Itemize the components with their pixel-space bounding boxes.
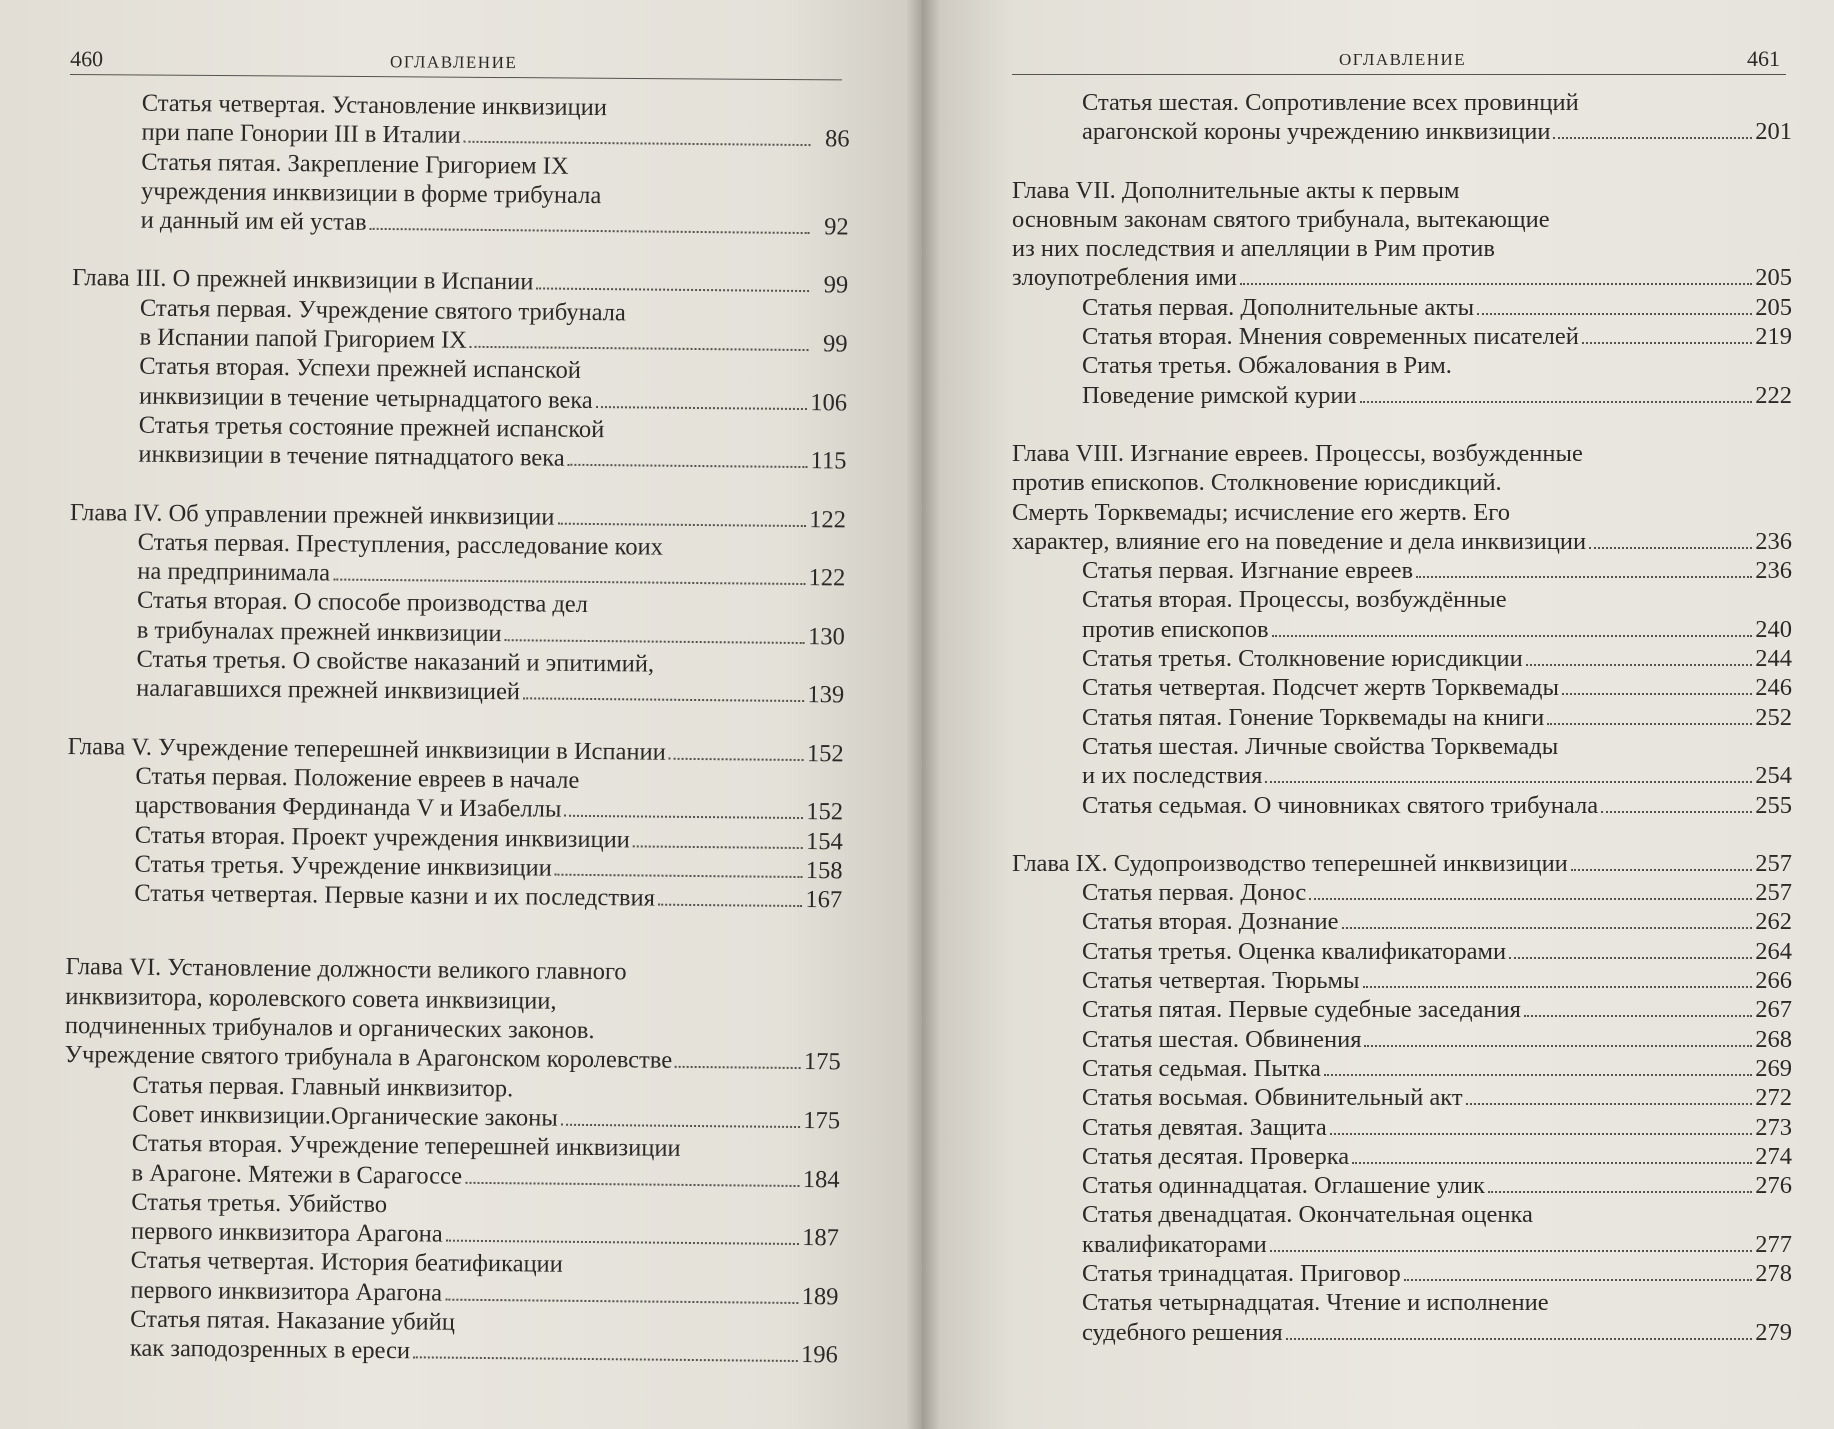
toc-line: Глава VII. Дополнительные акты к первым [1012,176,1460,204]
toc-page-number: 255 [1755,791,1792,819]
toc-entry: Статья одиннадцатая. Оглашение улик 276 [1082,1172,1792,1200]
toc-entry: в трибуналах прежней инквизиции 130 [136,616,845,651]
toc-entry: судебного решения 279 [1082,1318,1792,1346]
toc-page-number: 274 [1755,1142,1792,1170]
toc-entry: в Испании папой Григорием IX 99 [139,323,848,358]
toc-line: Статья четвертая. Установление инквизиции [141,89,608,122]
toc-page-number: 106 [810,388,848,417]
toc-line: Статья первая. Положение евреев в начале [135,762,580,794]
toc-entry: и данный им ей устав 92 [140,206,849,241]
toc-entry: Статья первая. Изгнание евреев 236 [1082,557,1792,585]
right-page-header [1012,40,1786,75]
toc-entry: Статья вторая. Проект учреждения инквизиции 154 [134,821,843,855]
toc-page-number: 152 [806,798,844,826]
toc-page-number: 278 [1755,1259,1792,1287]
toc-entry: первого инквизитора Арагона 189 [130,1276,839,1311]
toc-page-number: 268 [1755,1025,1792,1053]
toc-entry: царствования Фердинанда V и Изабеллы 152 [134,791,844,826]
toc-entry: инквизиции в течение пятнадцатого века 115 [138,440,847,475]
toc-line: Статья первая. Преступления, расследование коих [137,528,664,561]
right-page [922,0,1834,1429]
running-head: ОГЛАВЛЕНИЕ [1339,50,1467,69]
toc-line: Статья пятая. Закрепление Григорием IX [141,148,569,180]
toc-entry: Статья тринадцатая. Приговор 278 [1082,1259,1792,1287]
toc-page-number: 266 [1755,967,1792,995]
toc-entry: Статья седьмая. О чиновниках святого трибунала 255 [1082,791,1792,819]
toc-page-number: 130 [807,622,845,651]
toc-line: Глава VIII. Изгнание евреев. Процессы, возбужденные [1012,439,1583,467]
toc-line: Статья двенадцатая. Окончательная оценка [1082,1201,1533,1229]
toc-entry: Статья девятая. Защита 273 [1082,1113,1792,1141]
toc-entry: Статья третья. Учреждение инквизиции 158 [134,850,843,885]
toc-page-number: 175 [803,1106,841,1135]
toc-entry: на предпринимала 122 [137,557,846,592]
toc-left [62,88,850,1370]
toc-page-number: 276 [1755,1172,1792,1200]
toc-page-number: 122 [809,505,847,533]
toc-line: Статья третья. Обжалования в Рим. [1082,352,1452,380]
toc-line: Смерть Торквемады; исчисление его жертв. Его [1012,498,1510,526]
left-page-header [70,40,842,80]
toc-page-number: 167 [805,886,843,914]
running-head: ОГЛАВЛЕНИЕ [390,52,518,73]
toc-line: инквизитора, королевского совета инквизиции, [65,982,557,1015]
toc-chapter: Учреждение святого трибунала в Арагонском королевстве 175 [64,1041,841,1076]
toc-entry: Статья вторая. Дознание 262 [1082,908,1792,936]
toc-line: Статья первая. Учреждение святого трибунала [139,294,626,327]
toc-page-number: 257 [1755,849,1792,877]
toc-page-number: 222 [1755,381,1792,409]
toc-page-number: 154 [805,827,843,855]
toc-page-number: 273 [1755,1113,1792,1141]
toc-line: Статья вторая. Учреждение теперешней инквизиции [131,1129,681,1163]
toc-chapter: Глава V. Учреждение теперешней инквизиции в Испании 152 [67,732,844,768]
toc-page-number: 152 [806,739,844,768]
toc-page-number: 92 [824,213,849,241]
toc-entry: Статья первая. Дополнительные акты 205 [1082,293,1792,321]
toc-chapter: характер, влияние его на поведение и дела инквизиции 236 [1012,527,1792,555]
toc-page-number: 196 [800,1341,839,1369]
toc-entry: Статья четвертая. Первые казни и их последствия 167 [134,879,843,914]
toc-entry: Статья восьмая. Обвинительный акт 272 [1082,1084,1792,1112]
toc-line: против епископов. Столкновение юрисдикций. [1012,469,1502,497]
toc-page-number: 115 [810,447,847,475]
toc-chapter: Глава IV. Об управлении прежней инквизиции 122 [69,498,847,533]
toc-entry: Статья четвертая. Подсчет жертв Торквемады 246 [1082,674,1792,702]
toc-line: Статья вторая. Успехи прежней испанской [139,353,582,385]
toc-page-number: 184 [802,1165,840,1193]
toc-line: Статья третья. О свойстве наказаний и эпитимий, [136,645,655,678]
toc-entry: при папе Гонории III в Италии 86 [141,118,850,153]
toc-page-number: 277 [1755,1230,1792,1258]
toc-entry: Статья шестая. Обвинения 268 [1082,1025,1792,1053]
toc-entry: в Арагоне. Мятежи в Сарагоссе 184 [131,1159,840,1193]
toc-page-number: 252 [1755,703,1792,731]
toc-entry: налагавшихся прежней инквизицией 139 [136,674,845,709]
toc-line: Глава VI. Установление должности великого главного [65,953,627,986]
toc-entry: Поведение римской курии 222 [1082,381,1792,409]
toc-line: Статья шестая. Личные свойства Торквемады [1082,732,1559,760]
toc-page-number: 205 [1755,264,1792,292]
toc-line: Статья вторая. О способе производства дел [136,587,589,619]
toc-line: Статья третья. Убийство [131,1188,388,1218]
toc-line: Статья третья состояние прежней испанской [138,411,605,444]
toc-page-number: 272 [1755,1084,1792,1112]
toc-page-number: 158 [805,856,843,885]
toc-page-number: 262 [1755,908,1792,936]
toc-line: из них последствия и апелляции в Рим против [1012,235,1495,263]
toc-line: учреждения инквизиции в форме трибунала [140,177,602,209]
toc-entry: первого инквизитора Арагона 187 [130,1217,840,1252]
toc-page-number: 86 [824,125,850,153]
page-number: 460 [70,46,104,72]
toc-entry: Статья вторая. Мнения современных писателей 219 [1082,323,1792,351]
toc-entry: Статья четвертая. Тюрьмы 266 [1082,967,1792,995]
toc-line: Статья четырнадцатая. Чтение и исполнение [1082,1289,1549,1317]
toc-page-number: 99 [822,330,848,358]
toc-page-number: 236 [1755,557,1792,585]
toc-line: Статья шестая. Сопротивление всех провинций [1082,89,1579,116]
toc-chapter: злоупотребления ими 205 [1012,264,1792,292]
toc-line: Статья вторая. Процессы, возбуждённые [1082,586,1507,614]
toc-entry: Статья седьмая. Пытка 269 [1082,1054,1792,1082]
toc-line: подчиненных трибуналов и органических законов. [64,1011,595,1045]
toc-entry: квалификаторами 277 [1082,1230,1792,1258]
toc-entry: Статья первая. Донос 257 [1082,879,1792,907]
toc-page-number: 139 [807,681,845,709]
toc-entry: Статья десятая. Проверка 274 [1082,1142,1792,1170]
toc-page-number: 175 [803,1048,841,1076]
toc-page-number: 219 [1755,323,1792,351]
toc-page-number: 122 [808,564,846,592]
toc-entry: Совет инквизиции.Органические законы 175 [132,1100,841,1135]
toc-page-number: 257 [1755,879,1792,907]
toc-entry: как заподозренных в ереси 196 [129,1334,839,1369]
toc-chapter: Глава IX. Судопроизводство теперешней инквизиции 257 [1012,849,1792,877]
toc-page-number: 99 [823,271,849,299]
toc-entry: Статья третья. Оценка квалификаторами 264 [1082,937,1792,965]
toc-page-number: 246 [1755,674,1792,702]
toc-entry: арагонской короны учреждению инквизиции 201 [1082,118,1792,146]
toc-page-number: 187 [802,1224,840,1252]
toc-page-number: 240 [1755,615,1792,643]
toc-entry: против епископов 240 [1082,615,1792,643]
toc-chapter: Глава III. О прежней инквизиции в Испании 99 [72,264,849,299]
toc-entry: Статья пятая. Первые судебные заседания 267 [1082,996,1792,1024]
toc-page-number: 205 [1755,293,1792,321]
toc-page-number: 267 [1755,996,1792,1024]
toc-right [1012,88,1792,1347]
toc-page-number: 236 [1755,527,1792,555]
toc-page-number: 244 [1755,645,1792,673]
toc-page-number: 189 [801,1282,839,1311]
toc-page-number: 264 [1755,937,1792,965]
toc-line: Статья первая. Главный инквизитор. [132,1071,514,1102]
toc-line: Статья пятая. Наказание убийц [130,1305,456,1336]
toc-page-number: 254 [1755,762,1792,790]
toc-entry: Статья третья. Столкновение юрисдикции 244 [1082,645,1792,673]
toc-entry: инквизиции в течение четырнадцатого века 106 [138,382,848,417]
page-number: 461 [1747,46,1780,71]
toc-page-number: 279 [1755,1318,1792,1346]
toc-page-number: 201 [1755,118,1792,146]
toc-line: основным законам святого трибунала, вытекающие [1012,205,1550,233]
toc-entry: и их последствия 254 [1082,762,1792,790]
toc-entry: Статья пятая. Гонение Торквемады на книги 252 [1082,703,1792,731]
toc-line: Статья четвертая. История беатификации [130,1246,563,1279]
toc-page-number: 269 [1755,1054,1792,1082]
